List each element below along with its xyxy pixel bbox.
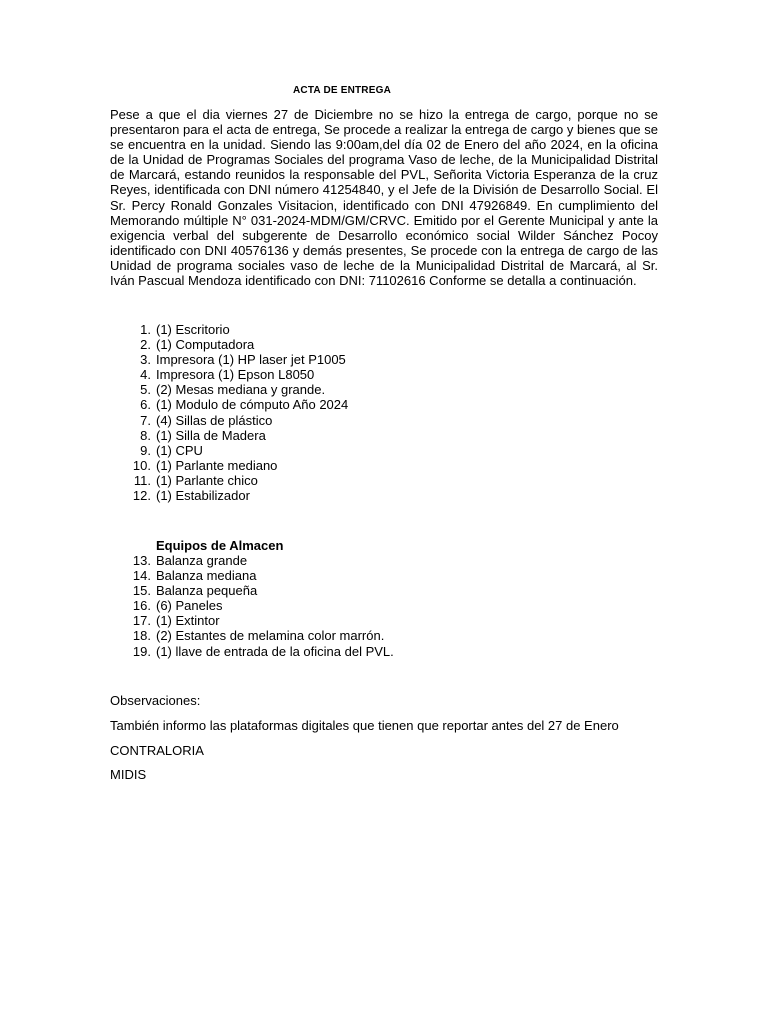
list-item [110, 583, 394, 598]
item-number: 16. [132, 598, 151, 614]
item-number: 19. [132, 643, 151, 659]
list-item [110, 322, 348, 337]
warehouse-heading: Equipos de Almacen [156, 538, 284, 553]
list-item [110, 644, 394, 659]
item-number: 12. [132, 488, 151, 504]
delivered-items-list [110, 322, 348, 503]
list-item [110, 628, 394, 643]
item-number: 17. [132, 613, 151, 629]
item-number: 9. [140, 442, 151, 458]
observations-text: También informo las plataformas digitales que tienen que reportar antes del 27 de Enero [110, 718, 619, 733]
list-item [110, 352, 348, 367]
item-number: 2. [140, 337, 151, 353]
list-item [110, 382, 348, 397]
platform-contraloria: CONTRALORIA [110, 743, 204, 758]
item-number: 8. [140, 427, 151, 443]
item-number: 6. [140, 397, 151, 413]
document-title: ACTA DE ENTREGA [293, 85, 391, 96]
item-text: (1) Extintor [156, 613, 220, 629]
item-text: (1) llave de entrada de la oficina del PVL. [156, 643, 394, 659]
list-item [110, 488, 348, 503]
list-item [110, 413, 348, 428]
item-text: (1) Parlante mediano [156, 457, 278, 473]
item-text: (1) Modulo de cómputo Año 2024 [156, 397, 349, 413]
item-number: 5. [140, 382, 151, 398]
intro-paragraph: Pese a que el dia viernes 27 de Diciembre no se hizo la entrega de cargo, porque no se presentaron para el acta de entrega, Se procede a realizar la entrega de cargo y bienes que se se encuentra en la unidad. Siendo las 9:00am,del día 02 de Enero del año 2024, en la oficina de la Unidad de Programas Sociales del programa Vaso de leche, de la Municipalidad Distrital de Marcará, estando reunidos la responsable del PVL, Señorita Victoria Esperanza de la cruz Reyes, identificada con DNI número 41254840, y el Jefe de la División de Desarrollo Social. El Sr. Percy Ronald Gonzales Visitacion, identificado con DNI 47926849. En cumplimiento del Memorando múltiple N° 031-2024-MDM/GM/CRVC. Emitido por el Gerente Municipal y ante la exigencia verbal del subgerente de Desarrollo económico social Wilder Sánchez Pocoy identificado con DNI 40576136 y demás presentes, Se procede con la entrega de cargo de las Unidad de programa sociales vaso de leche de la Municipalidad Distrital de Marcará, al Sr. Iván Pascual Mendoza identificado con DNI: 71102616 Conforme se detalla a continuación. [110, 107, 658, 289]
item-text: Impresora (1) Epson L8050 [156, 367, 315, 383]
list-item [110, 473, 348, 488]
list-item [110, 568, 394, 583]
item-text: Balanza mediana [156, 568, 257, 584]
item-number: 7. [140, 412, 151, 428]
item-number: 3. [140, 352, 151, 368]
platform-midis: MIDIS [110, 767, 147, 782]
item-text: (2) Mesas mediana y grande. [156, 382, 326, 398]
item-text: (1) Parlante chico [156, 472, 258, 488]
item-number: 4. [140, 367, 151, 383]
item-number: 14. [132, 568, 151, 584]
list-item [110, 443, 348, 458]
list-item [110, 613, 394, 628]
observations-label: Observaciones: [110, 693, 201, 708]
list-item [110, 337, 348, 352]
item-text: (6) Paneles [156, 598, 223, 614]
item-text: (1) Silla de Madera [156, 427, 266, 443]
item-text: (1) CPU [156, 442, 203, 458]
item-text: (1) Escritorio [156, 322, 230, 337]
item-number: 18. [132, 628, 151, 644]
warehouse-items-list [110, 553, 394, 659]
list-item [110, 367, 348, 382]
list-item [110, 598, 394, 613]
list-item [110, 458, 348, 473]
item-text: Balanza grande [156, 553, 248, 568]
item-number: 11. [133, 472, 151, 488]
item-number: 13. [132, 553, 151, 568]
item-number: 15. [132, 583, 151, 599]
item-text: Impresora (1) HP laser jet P1005 [156, 352, 346, 368]
item-text: (4) Sillas de plástico [156, 412, 273, 428]
item-text: Balanza pequeña [156, 583, 258, 599]
list-item [110, 428, 348, 443]
item-text: (2) Estantes de melamina color marrón. [156, 628, 385, 644]
item-text: (1) Estabilizador [156, 488, 250, 504]
list-item [110, 397, 348, 412]
item-text: (1) Computadora [156, 337, 255, 353]
item-number: 1. [140, 322, 151, 337]
item-number: 10. [132, 457, 151, 473]
list-item [110, 553, 394, 568]
